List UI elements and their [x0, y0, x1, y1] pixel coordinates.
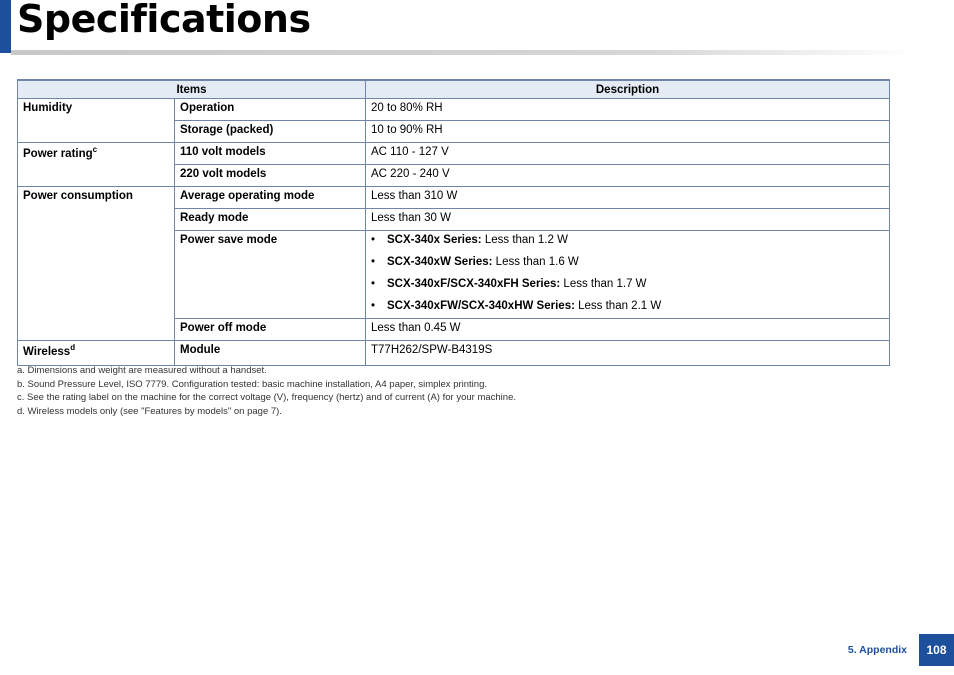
footnote-b: b. Sound Pressure Level, ISO 7779. Configuration tested: basic machine installation, A4 paper, simplex printing.: [17, 378, 487, 390]
table-header-row: [18, 80, 890, 99]
header-description: Description: [366, 80, 890, 99]
ready-mode-value: Less than 30 W: [366, 209, 890, 231]
power-save-list: [371, 233, 884, 314]
list-item: [371, 255, 884, 270]
footnote-a: a. Dimensions and weight are measured without a handset.: [17, 365, 267, 376]
power-220-label: 220 volt models: [175, 165, 366, 187]
ready-mode-label: Ready mode: [175, 209, 366, 231]
title-accent-bar: [0, 0, 11, 53]
table-row: [18, 99, 890, 121]
humidity-operation-value: 20 to 80% RH: [366, 99, 890, 121]
power-off-value: Less than 0.45 W: [366, 319, 890, 341]
footnote-d: d. Wireless models only (see "Features by models" on page 7).: [17, 405, 282, 417]
footnote-c: c. See the rating label on the machine for the correct voltage (V), frequency (hertz) and of current (A) for your machine.: [17, 392, 516, 403]
power-220-value: AC 220 - 240 V: [366, 165, 890, 187]
page-number: 108: [919, 634, 954, 666]
power-save-label: Power save mode: [175, 231, 366, 319]
footnote-marker-d: d: [70, 343, 76, 352]
power-rating-label: Power rating: [23, 148, 93, 160]
footnote-marker-c: c: [92, 145, 98, 154]
wireless-cell: [18, 341, 175, 366]
table-row: [18, 143, 890, 165]
list-item: [371, 299, 884, 314]
humidity-operation-label: Operation: [175, 99, 366, 121]
average-mode-value: Less than 310 W: [366, 187, 890, 209]
model-name: SCX-340xFW/SCX-340xHW Series:: [387, 300, 575, 312]
model-name: SCX-340x Series:: [387, 234, 482, 246]
power-rating-cell: [18, 143, 175, 187]
specifications-table: [17, 79, 890, 366]
power-consumption-label: Power consumption: [18, 187, 175, 341]
power-110-value: AC 110 - 127 V: [366, 143, 890, 165]
section-label: 5. Appendix: [847, 644, 907, 656]
model-value: Less than 1.7 W: [560, 278, 647, 290]
module-label: Module: [175, 341, 366, 366]
model-value: Less than 1.6 W: [492, 256, 579, 268]
list-item: [371, 277, 884, 292]
model-value: Less than 1.2 W: [481, 234, 568, 246]
table-row: [18, 187, 890, 209]
table-row: [18, 341, 890, 366]
page-title: Specifications: [17, 0, 311, 41]
header-items: Items: [18, 80, 366, 99]
list-item: [371, 233, 884, 248]
title-divider: [11, 50, 916, 55]
humidity-storage-value: 10 to 90% RH: [366, 121, 890, 143]
wireless-label: Wireless: [23, 346, 71, 358]
power-110-label: 110 volt models: [175, 143, 366, 165]
model-name: SCX-340xW Series:: [387, 256, 493, 268]
model-name: SCX-340xF/SCX-340xFH Series:: [387, 278, 561, 290]
module-value: T77H262/SPW-B4319S: [366, 341, 890, 366]
power-off-label: Power off mode: [175, 319, 366, 341]
power-save-value: [366, 231, 890, 319]
humidity-storage-label: Storage (packed): [175, 121, 366, 143]
humidity-label: Humidity: [18, 99, 175, 143]
average-mode-label: Average operating mode: [175, 187, 366, 209]
model-value: Less than 2.1 W: [574, 300, 662, 312]
footnotes: [17, 364, 516, 418]
